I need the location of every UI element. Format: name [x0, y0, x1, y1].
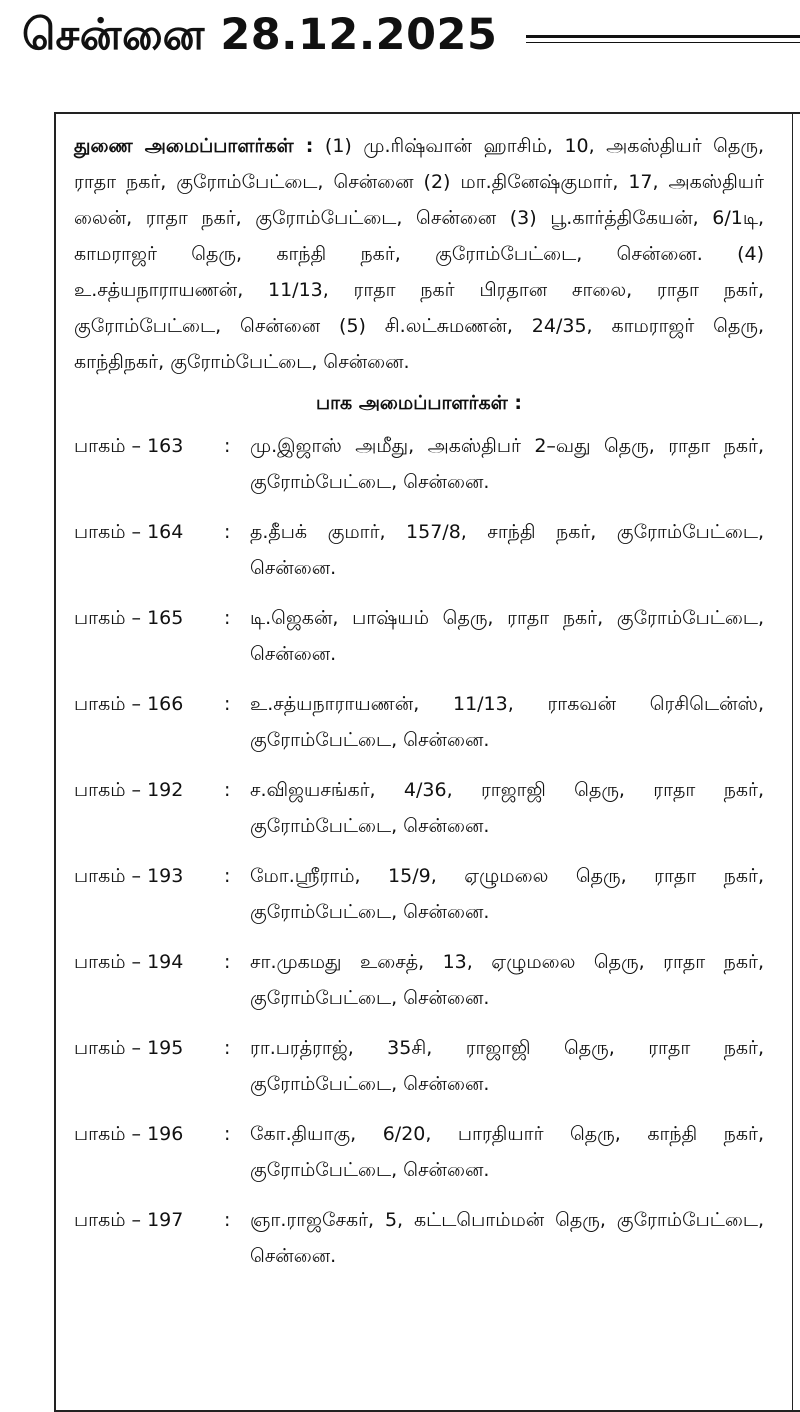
entry-text: மோ.ஸ்ரீராம், 15/9, ஏழுமலை தெரு, ராதா நகர், குரோம்பேட்டை, சென்னை. [250, 865, 764, 923]
entry-text: உ.சத்யநாராயணன், 11/13, ராகவன் ரெசிடென்ஸ், குரோம்பேட்டை, சென்னை. [250, 693, 764, 751]
list-item [74, 1030, 764, 1102]
column-divider [792, 112, 793, 1412]
entry-text: ச.விஜயசங்கர், 4/36, ராஜாஜி தெரு, ராதா நகர், குரோம்பேட்டை, சென்னை. [250, 779, 764, 837]
list-item [74, 600, 764, 672]
entry-colon: : [224, 1209, 231, 1231]
entry-label: பாகம் – 192 [74, 779, 184, 801]
entry-text: மு.இஜாஸ் அமீது, அகஸ்திபர் 2–வது தெரு, ராதா நகர், குரோம்பேட்டை, சென்னை. [250, 435, 764, 493]
entry-text: கோ.தியாகு, 6/20, பாரதியார் தெரு, காந்தி நகர், குரோம்பேட்டை, சென்னை. [250, 1123, 764, 1181]
entry-colon: : [224, 865, 231, 887]
entry-colon: : [224, 1037, 231, 1059]
section-heading: பாக அமைப்பாளர்கள் : [315, 392, 522, 414]
list-item [74, 1116, 764, 1188]
entry-label: பாகம் – 163 [74, 435, 184, 457]
entry-label: பாகம் – 166 [74, 693, 184, 715]
header-double-rule [526, 35, 800, 43]
list-item [74, 858, 764, 930]
entry-text: டி.ஜெகன், பாஷ்யம் தெரு, ராதா நகர், குரோம்பேட்டை, சென்னை. [250, 607, 764, 665]
entry-colon: : [224, 1123, 231, 1145]
list-item [74, 686, 764, 758]
page-title: சென்னை 28.12.2025 [22, 10, 498, 60]
intro-lead: துணை அமைப்பாளர்கள் : [74, 135, 314, 157]
entry-label: பாகம் – 164 [74, 521, 184, 543]
entry-label: பாகம் – 165 [74, 607, 184, 629]
list-item [74, 944, 764, 1016]
intro-text: (1) மு.ரிஷ்வான் ஹாசிம், 10, அகஸ்தியர் தெரு, ராதா நகர், குரோம்பேட்டை, சென்னை (2) மா.தினேஷ்குமார், 17, அகஸ்தியர் லைன், ராதா நகர், குரோம்பேட்டை, சென்னை (3) பூ.கார்த்திகேயன், 6/1டி, காமராஜர் தெரு, காந்தி நகர், குரோம்பேட்டை, சென்னை. (4) உ.சத்யநாராயணன், 11/13, ராதா நகர் பிரதான சாலை, ராதா நகர், குரோம்பேட்டை, சென்னை (5) சி.லட்சுமணன், 24/35, காமராஜர் தெரு, காந்திநகர், குரோம்பேட்டை, சென்னை. [74, 135, 764, 373]
entry-label: பாகம் – 194 [74, 951, 184, 973]
entry-colon: : [224, 951, 231, 973]
content-body [74, 128, 764, 1288]
list-item [74, 514, 764, 586]
entry-label: பாகம் – 193 [74, 865, 184, 887]
page-header [0, 0, 800, 80]
entry-text: ஞா.ராஜசேகர், 5, கட்டபொம்மன் தெரு, குரோம்பேட்டை, சென்னை. [250, 1209, 764, 1267]
entry-colon: : [224, 435, 231, 457]
entry-text: சா.முகமது உசைத், 13, ஏழுமலை தெரு, ராதா நகர், குரோம்பேட்டை, சென்னை. [250, 951, 764, 1009]
entry-colon: : [224, 779, 231, 801]
entries-list [74, 428, 764, 1274]
list-item [74, 428, 764, 500]
entry-colon: : [224, 521, 231, 543]
intro-paragraph [74, 128, 764, 380]
entry-colon: : [224, 607, 231, 629]
entry-label: பாகம் – 196 [74, 1123, 184, 1145]
entry-label: பாகம் – 195 [74, 1037, 184, 1059]
entry-label: பாகம் – 197 [74, 1209, 184, 1231]
list-item [74, 1202, 764, 1274]
entry-text: ரா.பரத்ராஜ், 35சி, ராஜாஜி தெரு, ராதா நகர், குரோம்பேட்டை, சென்னை. [250, 1037, 764, 1095]
entry-text: த.தீபக் குமார், 157/8, சாந்தி நகர், குரோம்பேட்டை, சென்னை. [250, 521, 764, 579]
entry-colon: : [224, 693, 231, 715]
list-item [74, 772, 764, 844]
